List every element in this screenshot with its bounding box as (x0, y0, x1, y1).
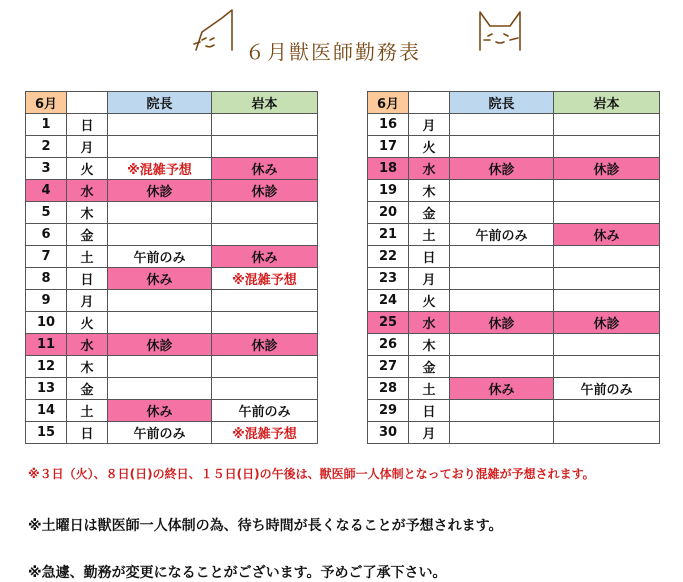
table-row (368, 224, 660, 246)
weekday-cell: 月 (67, 136, 108, 158)
table-row (26, 114, 318, 136)
table-row (368, 246, 660, 268)
table-row (26, 422, 318, 444)
iwamoto-cell (554, 400, 660, 422)
table-row (368, 356, 660, 378)
iwamoto-cell (554, 136, 660, 158)
cat-left-icon (192, 8, 240, 54)
director-cell (108, 202, 212, 224)
iwamoto-cell (554, 334, 660, 356)
director-cell (108, 114, 212, 136)
director-cell (108, 224, 212, 246)
header-iwamoto: 岩本 (554, 92, 660, 114)
date-cell: 13 (26, 378, 67, 400)
director-cell (450, 114, 554, 136)
iwamoto-cell (554, 268, 660, 290)
director-cell: 休み (450, 378, 554, 400)
weekday-cell: 水 (67, 334, 108, 356)
date-cell: 16 (368, 114, 409, 136)
director-cell (450, 290, 554, 312)
iwamoto-cell (212, 202, 318, 224)
date-cell: 2 (26, 136, 67, 158)
weekday-cell: 月 (409, 422, 450, 444)
director-cell (450, 334, 554, 356)
director-cell: 休み (108, 268, 212, 290)
table-row (368, 290, 660, 312)
weekday-cell: 日 (409, 400, 450, 422)
date-cell: 20 (368, 202, 409, 224)
weekday-cell: 木 (67, 356, 108, 378)
date-cell: 8 (26, 268, 67, 290)
date-cell: 27 (368, 356, 409, 378)
iwamoto-cell (554, 114, 660, 136)
table-row (26, 246, 318, 268)
date-cell: 25 (368, 312, 409, 334)
weekday-cell: 土 (67, 400, 108, 422)
table-row (368, 180, 660, 202)
iwamoto-cell (554, 246, 660, 268)
weekday-cell: 日 (67, 422, 108, 444)
iwamoto-cell (212, 356, 318, 378)
iwamoto-cell (554, 422, 660, 444)
iwamoto-cell (554, 290, 660, 312)
table-row (368, 378, 660, 400)
director-cell (108, 378, 212, 400)
date-cell: 15 (26, 422, 67, 444)
director-cell (450, 422, 554, 444)
director-cell: ※混雑予想 (108, 158, 212, 180)
iwamoto-cell: ※混雑予想 (212, 268, 318, 290)
weekday-cell: 木 (409, 180, 450, 202)
date-cell: 30 (368, 422, 409, 444)
date-cell: 24 (368, 290, 409, 312)
table-row (368, 268, 660, 290)
table-row (368, 202, 660, 224)
director-cell: 午前のみ (450, 224, 554, 246)
weekday-cell: 日 (67, 268, 108, 290)
weekday-cell: 金 (409, 356, 450, 378)
director-cell: 午前のみ (108, 246, 212, 268)
weekday-cell: 日 (67, 114, 108, 136)
table-row (26, 158, 318, 180)
director-cell (450, 202, 554, 224)
weekday-cell: 土 (67, 246, 108, 268)
iwamoto-cell: ※混雑予想 (212, 422, 318, 444)
director-cell (450, 180, 554, 202)
date-cell: 11 (26, 334, 67, 356)
iwamoto-cell: 休診 (212, 334, 318, 356)
table-row (26, 312, 318, 334)
header-month: 6月 (368, 92, 409, 114)
iwamoto-cell (212, 114, 318, 136)
iwamoto-cell (212, 224, 318, 246)
weekday-cell: 土 (409, 378, 450, 400)
iwamoto-cell: 休み (212, 246, 318, 268)
director-cell (108, 290, 212, 312)
date-cell: 26 (368, 334, 409, 356)
date-cell: 5 (26, 202, 67, 224)
table-row (368, 158, 660, 180)
weekday-cell: 土 (409, 224, 450, 246)
director-cell: 休み (108, 400, 212, 422)
iwamoto-cell (212, 312, 318, 334)
date-cell: 14 (26, 400, 67, 422)
weekday-cell: 火 (409, 136, 450, 158)
date-cell: 17 (368, 136, 409, 158)
table-header-row (26, 92, 318, 114)
date-cell: 3 (26, 158, 67, 180)
iwamoto-cell: 休診 (212, 180, 318, 202)
iwamoto-cell (212, 378, 318, 400)
table-header-row (368, 92, 660, 114)
date-cell: 10 (26, 312, 67, 334)
iwamoto-cell (554, 202, 660, 224)
schedule-table-left (25, 91, 318, 444)
weekday-cell: 水 (409, 158, 450, 180)
iwamoto-cell: 休診 (554, 312, 660, 334)
date-cell: 29 (368, 400, 409, 422)
iwamoto-cell (554, 356, 660, 378)
iwamoto-cell (212, 136, 318, 158)
date-cell: 12 (26, 356, 67, 378)
date-cell: 21 (368, 224, 409, 246)
director-cell (108, 356, 212, 378)
date-cell: 4 (26, 180, 67, 202)
director-cell (108, 312, 212, 334)
iwamoto-cell: 午前のみ (554, 378, 660, 400)
weekday-cell: 月 (409, 114, 450, 136)
table-row (26, 202, 318, 224)
table-row (368, 114, 660, 136)
table-row (26, 180, 318, 202)
header-director: 院長 (450, 92, 554, 114)
header-month: 6月 (26, 92, 67, 114)
date-cell: 19 (368, 180, 409, 202)
date-cell: 23 (368, 268, 409, 290)
iwamoto-cell (554, 180, 660, 202)
iwamoto-cell: 休み (212, 158, 318, 180)
table-row (26, 334, 318, 356)
director-cell: 休診 (450, 158, 554, 180)
director-cell (450, 400, 554, 422)
table-row (26, 356, 318, 378)
weekday-cell: 木 (67, 202, 108, 224)
weekday-cell: 月 (67, 290, 108, 312)
table-row (368, 312, 660, 334)
note-schedule-change: ※急遽、勤務が変更になることがございます。予めご了承下さい。 (28, 565, 447, 581)
note-saturday: ※土曜日は獣医師一人体制の為、待ち時間が長くなることが予想されます。 (28, 518, 503, 534)
iwamoto-cell (212, 290, 318, 312)
date-cell: 22 (368, 246, 409, 268)
director-cell: 午前のみ (108, 422, 212, 444)
weekday-cell: 木 (409, 334, 450, 356)
weekday-cell: 火 (67, 158, 108, 180)
table-row (368, 422, 660, 444)
date-cell: 7 (26, 246, 67, 268)
weekday-cell: 金 (67, 378, 108, 400)
weekday-cell: 火 (409, 290, 450, 312)
weekday-cell: 金 (409, 202, 450, 224)
director-cell (108, 136, 212, 158)
director-cell: 休診 (108, 180, 212, 202)
cat-right-icon (476, 10, 526, 54)
weekday-cell: 月 (409, 268, 450, 290)
header-director: 院長 (108, 92, 212, 114)
table-row (368, 400, 660, 422)
weekday-cell: 水 (409, 312, 450, 334)
iwamoto-cell: 休み (554, 224, 660, 246)
weekday-cell: 水 (67, 180, 108, 202)
table-row (26, 378, 318, 400)
date-cell: 1 (26, 114, 67, 136)
table-row (26, 224, 318, 246)
director-cell (450, 246, 554, 268)
header-weekday (409, 92, 450, 114)
title-area (0, 6, 683, 62)
date-cell: 28 (368, 378, 409, 400)
weekday-cell: 火 (67, 312, 108, 334)
header-iwamoto: 岩本 (212, 92, 318, 114)
weekday-cell: 日 (409, 246, 450, 268)
weekday-cell: 金 (67, 224, 108, 246)
table-row (368, 136, 660, 158)
table-row (26, 290, 318, 312)
table-row (26, 400, 318, 422)
date-cell: 9 (26, 290, 67, 312)
table-row (26, 136, 318, 158)
director-cell (450, 268, 554, 290)
director-cell (450, 356, 554, 378)
iwamoto-cell: 休診 (554, 158, 660, 180)
date-cell: 18 (368, 158, 409, 180)
header-weekday (67, 92, 108, 114)
date-cell: 6 (26, 224, 67, 246)
schedule-table-right (367, 91, 660, 444)
director-cell: 休診 (108, 334, 212, 356)
note-busy-days: ※３日（火）、８日(日)の終日、１５日(日)の午後は、獣医師一人体制となっており混雑が予想されます。 (28, 467, 595, 481)
page-title: ６月獣医師勤務表 (245, 40, 421, 64)
table-row (26, 268, 318, 290)
director-cell: 休診 (450, 312, 554, 334)
iwamoto-cell: 午前のみ (212, 400, 318, 422)
table-row (368, 334, 660, 356)
director-cell (450, 136, 554, 158)
